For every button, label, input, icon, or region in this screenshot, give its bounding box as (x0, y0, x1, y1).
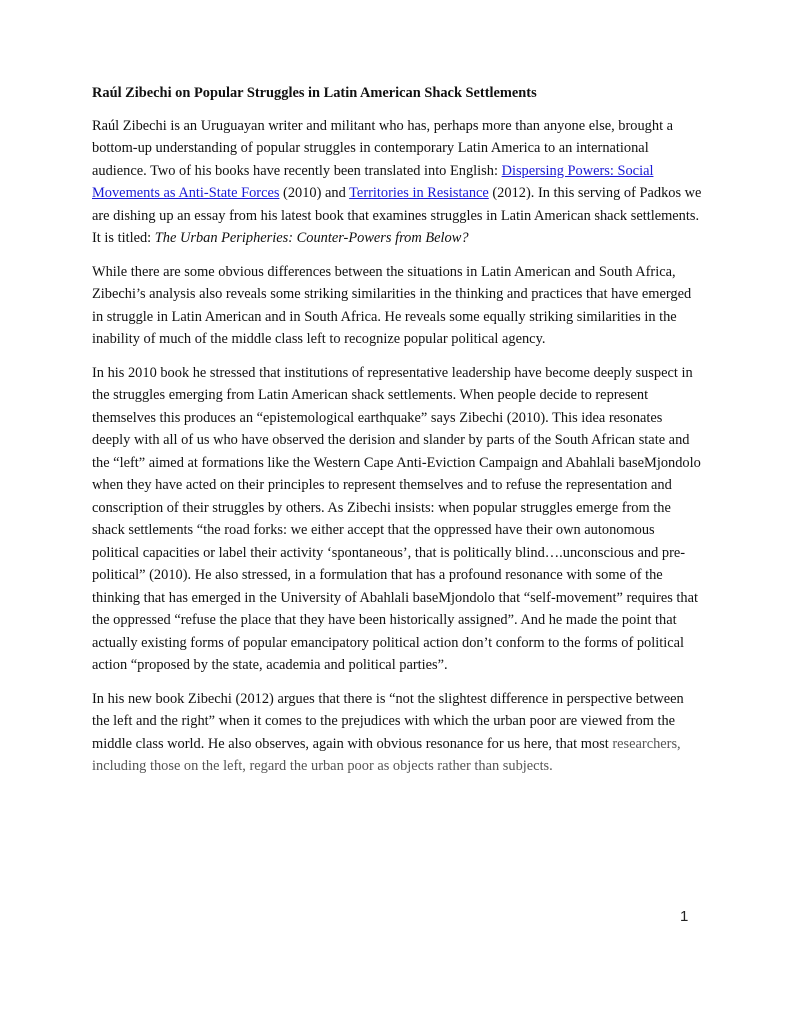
paragraph-new-book-text-b: researchers, including those on the left, regard the urban poor as objects rather than subjects. (92, 735, 681, 774)
link-territories-in-resistance[interactable]: Territories in Resistance (349, 185, 489, 201)
essay-title-italic: The Urban Peripheries: Counter-Powers from Below? (154, 230, 469, 246)
document-title: Raúl Zibechi on Popular Struggles in Latin American Shack Settlements (92, 85, 537, 101)
document-body (92, 82, 704, 789)
link-dispersing-powers[interactable]: Dispersing Powers: Social Movements as Anti-State Forces (92, 162, 654, 201)
paragraph-new-book-text-a: In his new book Zibechi (2012) argues that there is “not the slightest difference in perspective between the left and the right” when it comes to the prejudices with which the urban poor are viewed from the middle class world. He also observes, again with obvious resonance for us here, that most (92, 690, 684, 752)
paragraph-2010-book: In his 2010 book he stressed that institutions of representative leadership have become deeply suspect in the struggles emerging from Latin American shack settlements. When people decide to represent themselves this produces an “epistemological earthquake” says Zibechi (2010). This idea resonates deeply with all of us who have observed the derision and slander by parts of the South African state and the “left” aimed at formations like the Western Cape Anti-Eviction Campaign and Abahlali baseMjondolo when they have acted on their principles to represent themselves and to refuse the representation and conscription of their struggles by others. As Zibechi insists: when popular struggles emerge from the shack settlements “the road forks: we either accept that the oppressed have their own autonomous political capacities or label their activity ‘spontaneous’, that is politically blind….unconscious and pre-political” (2010). He also stressed, in a formulation that has a profound resonance with some of the thinking that has emerged in the University of Abahlali baseMjondolo that “self-movement” requires that the oppressed “refuse the place that they have been historically assigned”. And he made the point that actually existing forms of popular emancipatory political action don’t conform to the forms of political action “proposed by the state, academia and political parties”. (92, 364, 701, 673)
paragraph-intro (92, 115, 704, 250)
paragraph-new-book (92, 688, 704, 778)
paragraph-differences: While there are some obvious differences between the situations in Latin American and South Africa, Zibechi’s analysis also reveals some striking similarities in the thinking and practices that have emerged in struggle in Latin American and in South Africa. He reveals some equally striking similarities in the inability of much of the middle class left to recognize popular political agency. (92, 263, 692, 347)
paragraph-intro-text-a: Raúl Zibechi is an Uruguayan writer and militant who has, perhaps more than anyone else, brought a bottom-up understanding of popular struggles in contemporary Latin America to an international audience. Two of his books have recently been translated into English: (92, 117, 674, 179)
paragraph-intro-text-c: (2012). In this serving of Padkos we are dishing up an essay from his latest book that examines struggles in Latin American shack settlements. It is titled: (92, 185, 702, 246)
page-number: 1 (680, 908, 689, 925)
paragraph-intro-text-b: (2010) and (279, 185, 350, 201)
